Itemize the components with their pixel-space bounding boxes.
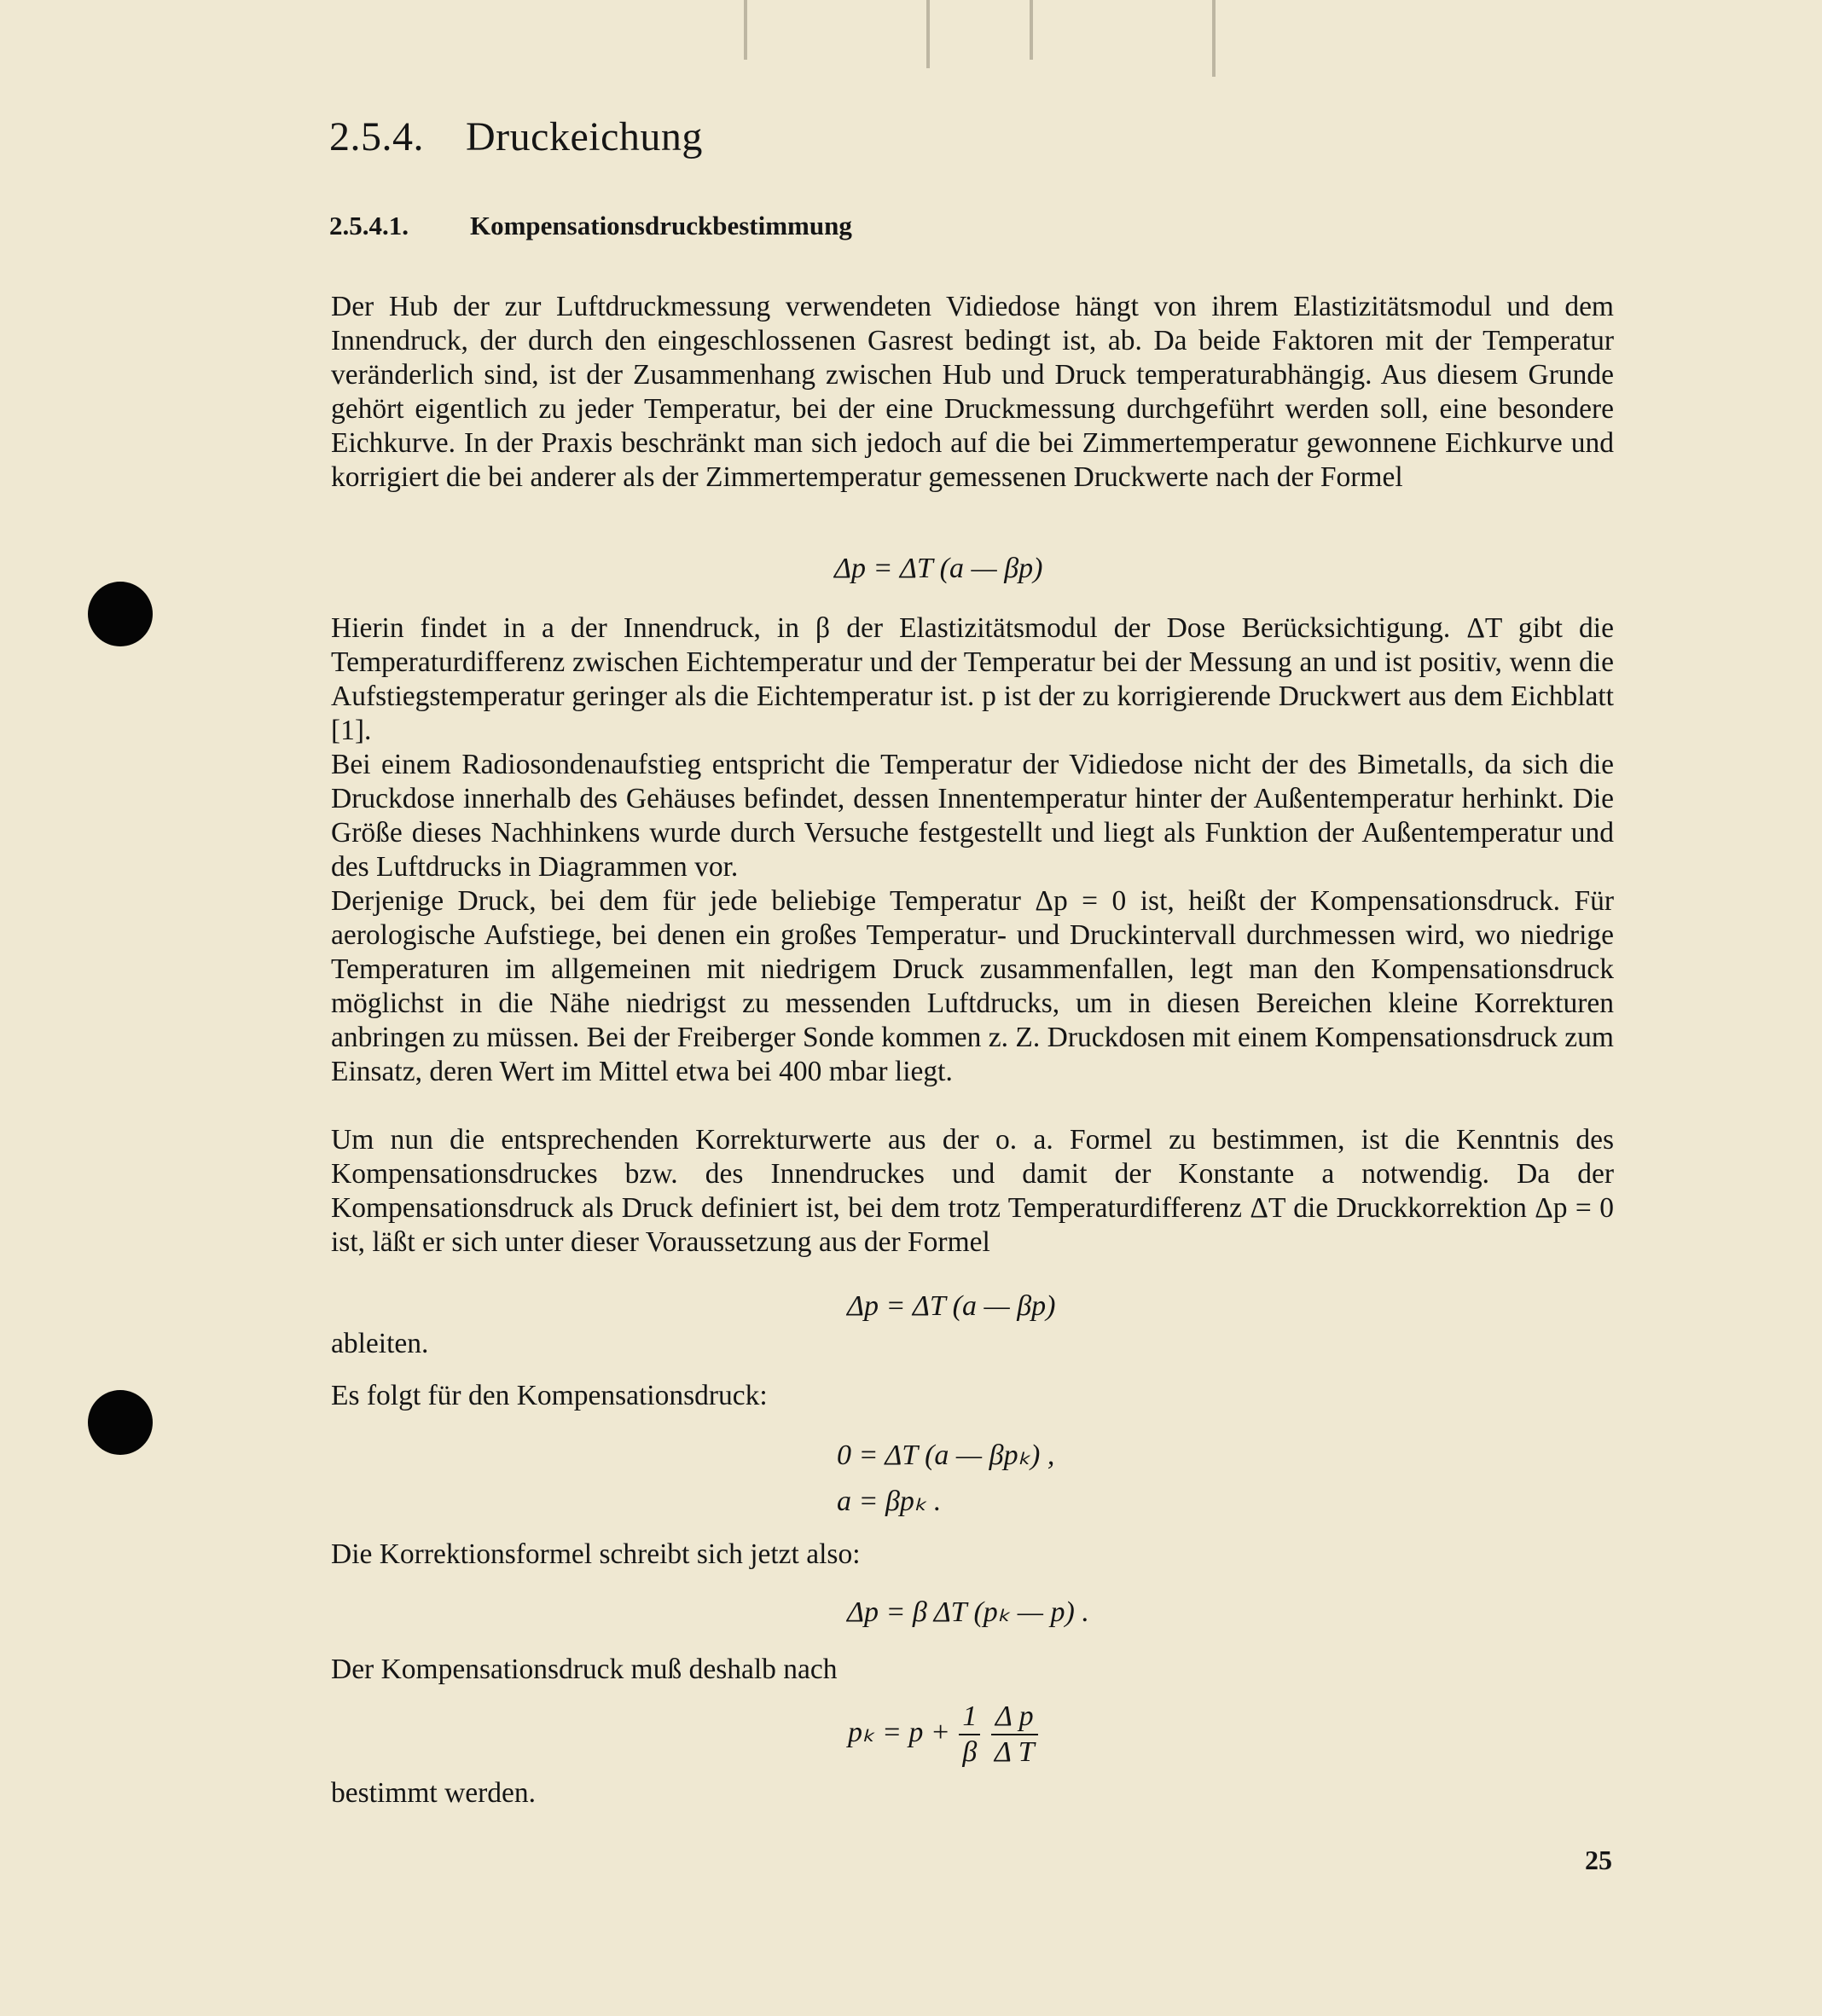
equation: Δp = β ΔT (pₖ — p) . xyxy=(847,1596,1089,1628)
paragraph: Es folgt für den Kompensationsdruck: xyxy=(331,1380,768,1411)
punch-hole xyxy=(88,582,153,646)
equation: Δp = ΔT (a — βp) xyxy=(834,553,1043,584)
scan-edge-mark xyxy=(1030,0,1033,60)
paragraph: Hierin findet in a der Innendruck, in β der Elastizitätsmodul der Dose Berücksichtigung. ΔT gibt die Temperaturdifferenz zwischen Eichtemperatur und der Temperatur bei der Messung an und ist positiv, wenn die Aufstiegstemperatur geringer als die Eichtemperatur ist. p ist der zu korrigierende Druckwert aus dem Eichblatt [1]. xyxy=(331,612,1614,746)
fraction-denominator: Δ T xyxy=(994,1736,1035,1768)
section-number: 2.5.4. xyxy=(329,114,424,159)
subsection-number: 2.5.4.1. xyxy=(329,211,409,240)
equation-compensation-pressure xyxy=(848,1700,1040,1770)
paragraph: ableiten. xyxy=(331,1328,429,1359)
equation: a = βpₖ . xyxy=(837,1486,942,1517)
paragraph: Derjenige Druck, bei dem für jede beliebige Temperatur Δp = 0 ist, heißt der Kompensationsdruck. Für aerologische Aufstiege, bei denen ein großes Temperatur- und Druckintervall durchmessen wird, wo niedrige Temperaturen im allgemeinen mit niedrigem Druck zusammenfallen, legt man den Kompensationsdruck möglichst in die Nähe niedrigst zu messenden Luftdrucks, um in diesen Bereichen kleine Korrekturen anbringen zu müssen. Bei der Freiberger Sonde kommen z. Z. Druckdosen mit einem Kompensationsdruck zum Einsatz, deren Wert im Mittel etwa bei 400 mbar liegt. xyxy=(331,885,1614,1087)
paragraph: Die Korrektionsformel schreibt sich jetzt also: xyxy=(331,1538,861,1570)
fraction xyxy=(991,1700,1038,1770)
subsection-title: Kompensationsdruckbestimmung xyxy=(470,211,852,240)
section-title: Druckeichung xyxy=(466,114,703,159)
fraction-denominator: β xyxy=(962,1736,978,1768)
paragraph: Um nun die entsprechenden Korrekturwerte aus der o. a. Formel zu bestimmen, ist die Kenntnis des Kompensationsdruckes bzw. des Innendruckes und damit der Konstante a notwendig. Da der Kompensationsdruck als Druck definiert ist, bei dem trotz Temperaturdifferenz ΔT die Druckkorrektion Δp = 0 ist, läßt er sich unter dieser Voraussetzung aus der Formel xyxy=(331,1124,1614,1258)
section-heading xyxy=(329,113,703,160)
fraction xyxy=(959,1700,980,1770)
paragraph: Bei einem Radiosondenaufstieg entspricht die Temperatur der Vidiedose nicht der des Bimetalls, da sich die Druckdose innerhalb des Gehäuses befindet, dessen Innentemperatur hinter der Außentemperatur herhinkt. Die Größe dieses Nachhinkens wurde durch Versuche festgestellt und liegt als Funktion der Außentemperatur und des Luftdrucks in Diagrammen vor. xyxy=(331,749,1614,883)
scan-edge-mark xyxy=(926,0,930,68)
fraction-numerator: Δ p xyxy=(991,1700,1038,1735)
fraction-numerator: 1 xyxy=(959,1700,980,1735)
scan-edge-mark xyxy=(1212,0,1216,77)
paragraph: Der Hub der zur Luftdruckmessung verwendeten Vidiedose hängt von ihrem Elastizitätsmodul und dem Innendruck, der durch den eingeschlossenen Gasrest bedingt ist, ab. Da beide Faktoren mit der Temperatur veränderlich sind, ist der Zusammenhang zwischen Hub und Druck temperaturabhängig. Aus diesem Grunde gehört eigentlich zu jeder Temperatur, bei der eine Druckmessung durchgeführt werden soll, eine besondere Eichkurve. In der Praxis beschränkt man sich jedoch auf die bei Zimmertemperatur gewonnene Eichkurve und korrigiert die bei anderer als der Zimmertemperatur gemessenen Druckwerte nach der Formel xyxy=(331,291,1614,493)
paragraph: bestimmt werden. xyxy=(331,1777,537,1809)
page-number: 25 xyxy=(1585,1845,1612,1875)
equation: Δp = ΔT (a — βp) xyxy=(847,1290,1056,1322)
scan-edge-mark xyxy=(744,0,747,60)
equation-lhs: pₖ = p + xyxy=(848,1716,950,1748)
subsection-heading xyxy=(329,211,852,241)
equation: 0 = ΔT (a — βpₖ) , xyxy=(837,1440,1055,1471)
paragraph: Der Kompensationsdruck muß deshalb nach xyxy=(331,1654,838,1685)
punch-hole xyxy=(88,1390,153,1455)
